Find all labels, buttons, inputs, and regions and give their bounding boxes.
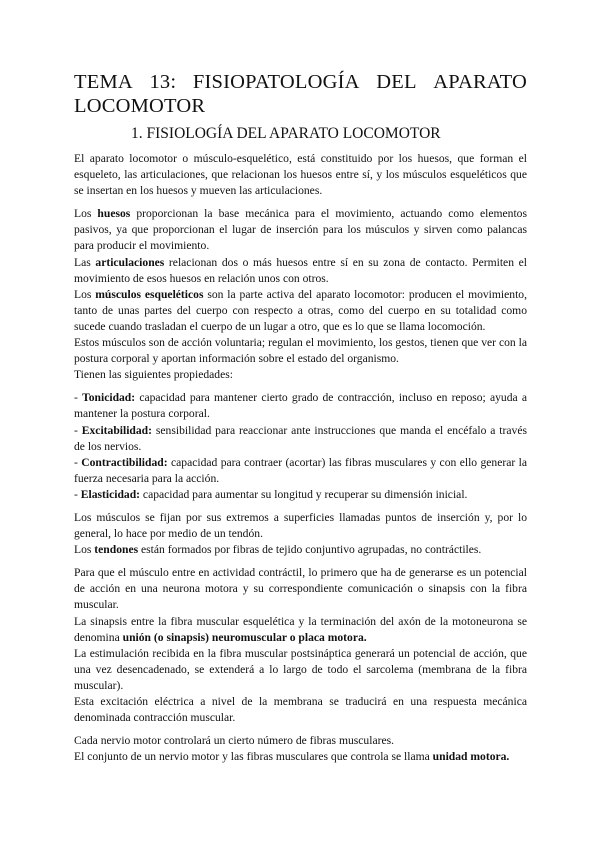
paragraph-huesos: Los huesos proporcionan la base mecánica para el movimiento, actuando como elementos pasivos, ya que proporcionan el lugar de inserción para los músculos y sirven como palancas para producir el movimiento. xyxy=(74,207,527,253)
paragraph-voluntaria: Estos músculos son de acción voluntaria; regulan el movimiento, los gestos, tienen que ver con la postura corporal y aportan información sobre el estado del organismo. xyxy=(74,336,527,366)
title-word: DEL xyxy=(376,71,417,93)
section-heading: 1. FISIOLOGÍA DEL APARATO LOCOMOTOR xyxy=(131,125,441,142)
term-articulaciones: articulaciones xyxy=(95,255,165,269)
list-item: - Contractibilidad: capacidad para contraer (acortar) las fibras musculares y con ello generar la fuerza necesaria para la acción. xyxy=(74,455,527,485)
term-placa-motora: unión (o sinapsis) neuromuscular o placa motora. xyxy=(122,630,367,644)
paragraph-sinapsis: La sinapsis entre la fibra muscular esquelética y la terminación del axón de la motoneurona se denomina unión (o sinapsis) neuromuscular o placa motora. xyxy=(74,614,527,644)
title-line-1 xyxy=(74,70,527,94)
paragraph-estimulacion: La estimulación recibida en la fibra muscular postsináptica generará un potencial de acción, que una vez desencadenado, se extenderá a lo largo de todo el sarcolema (membrana de la fibra muscular). xyxy=(74,646,527,692)
title-word: APARATO xyxy=(433,71,527,93)
properties-list xyxy=(74,390,527,503)
document-body xyxy=(74,151,527,765)
term-tendones: tendones xyxy=(94,543,139,557)
paragraph-articulaciones: Las articulaciones relacionan dos o más huesos entre sí en su zona de contacto. Permiten el movimiento de esos huesos en relación unos con otros. xyxy=(74,255,528,285)
paragraph-insercion: Los músculos se fijan por sus extremos a superficies llamadas puntos de inserción y, por lo general, lo hace por medio de un tendón. xyxy=(74,510,527,541)
term-huesos: huesos xyxy=(97,207,131,221)
paragraph-intro: El aparato locomotor o músculo-esquelético, está constituido por los huesos, que forman el esqueleto, las articulaciones, que relacionan los huesos entre sí, y los músculos esqueléticos que se insertan en los huesos y mueven las articulaciones. xyxy=(74,152,527,198)
paragraph-musculos: Los músculos esqueléticos son la parte activa del aparato locomotor: producen el movimiento, tanto de unas partes del cuerpo con respecto a otras, como del cuerpo en su totalidad como sucede cuando trasladan el cuerpo de un lugar a otro, que es lo que se llama locomoción. xyxy=(74,287,527,333)
list-item: - Tonicidad: capacidad para mantener cierto grado de contracción, incluso en reposo; ayuda a mantener la postura corporal. xyxy=(74,391,527,421)
list-item: - Elasticidad: capacidad para aumentar su longitud y recuperar su dimensión inicial. xyxy=(74,487,468,501)
title-word: TEMA xyxy=(74,71,133,93)
paragraph-excitacion: Esta excitación eléctrica a nivel de la membrana se traducirá en una respuesta mecánica denominada contracción muscular. xyxy=(74,695,527,725)
term-musculos: músculos esqueléticos xyxy=(95,287,204,301)
paragraph-nervio-motor: Cada nervio motor controlará un cierto número de fibras musculares. xyxy=(74,734,395,748)
title-word: 13: xyxy=(149,71,177,93)
list-item: - Excitabilidad: sensibilidad para reaccionar ante instrucciones que manda el encéfalo a través de los nervios. xyxy=(74,423,527,453)
document-title xyxy=(74,70,527,118)
title-line-2: LOCOMOTOR xyxy=(74,95,206,117)
paragraph-tendones: Los tendones están formados por fibras de tejido conjuntivo agrupadas, no contráctiles. xyxy=(74,543,482,557)
title-word: FISIOPATOLOGÍA xyxy=(192,71,360,93)
paragraph-propiedades-intro: Tienen las siguientes propiedades: xyxy=(74,368,233,382)
paragraph-potencial: Para que el músculo entre en actividad contráctil, lo primero que ha de generarse es un potencial de acción en una neurona motora y su correspondiente comunicación o sinapsis con la fibra muscular. xyxy=(74,566,527,612)
term-unidad-motora: unidad motora. xyxy=(432,750,510,764)
paragraph-unidad-motora: El conjunto de un nervio motor y las fibras musculares que controla se llama unidad motora. xyxy=(74,750,510,764)
